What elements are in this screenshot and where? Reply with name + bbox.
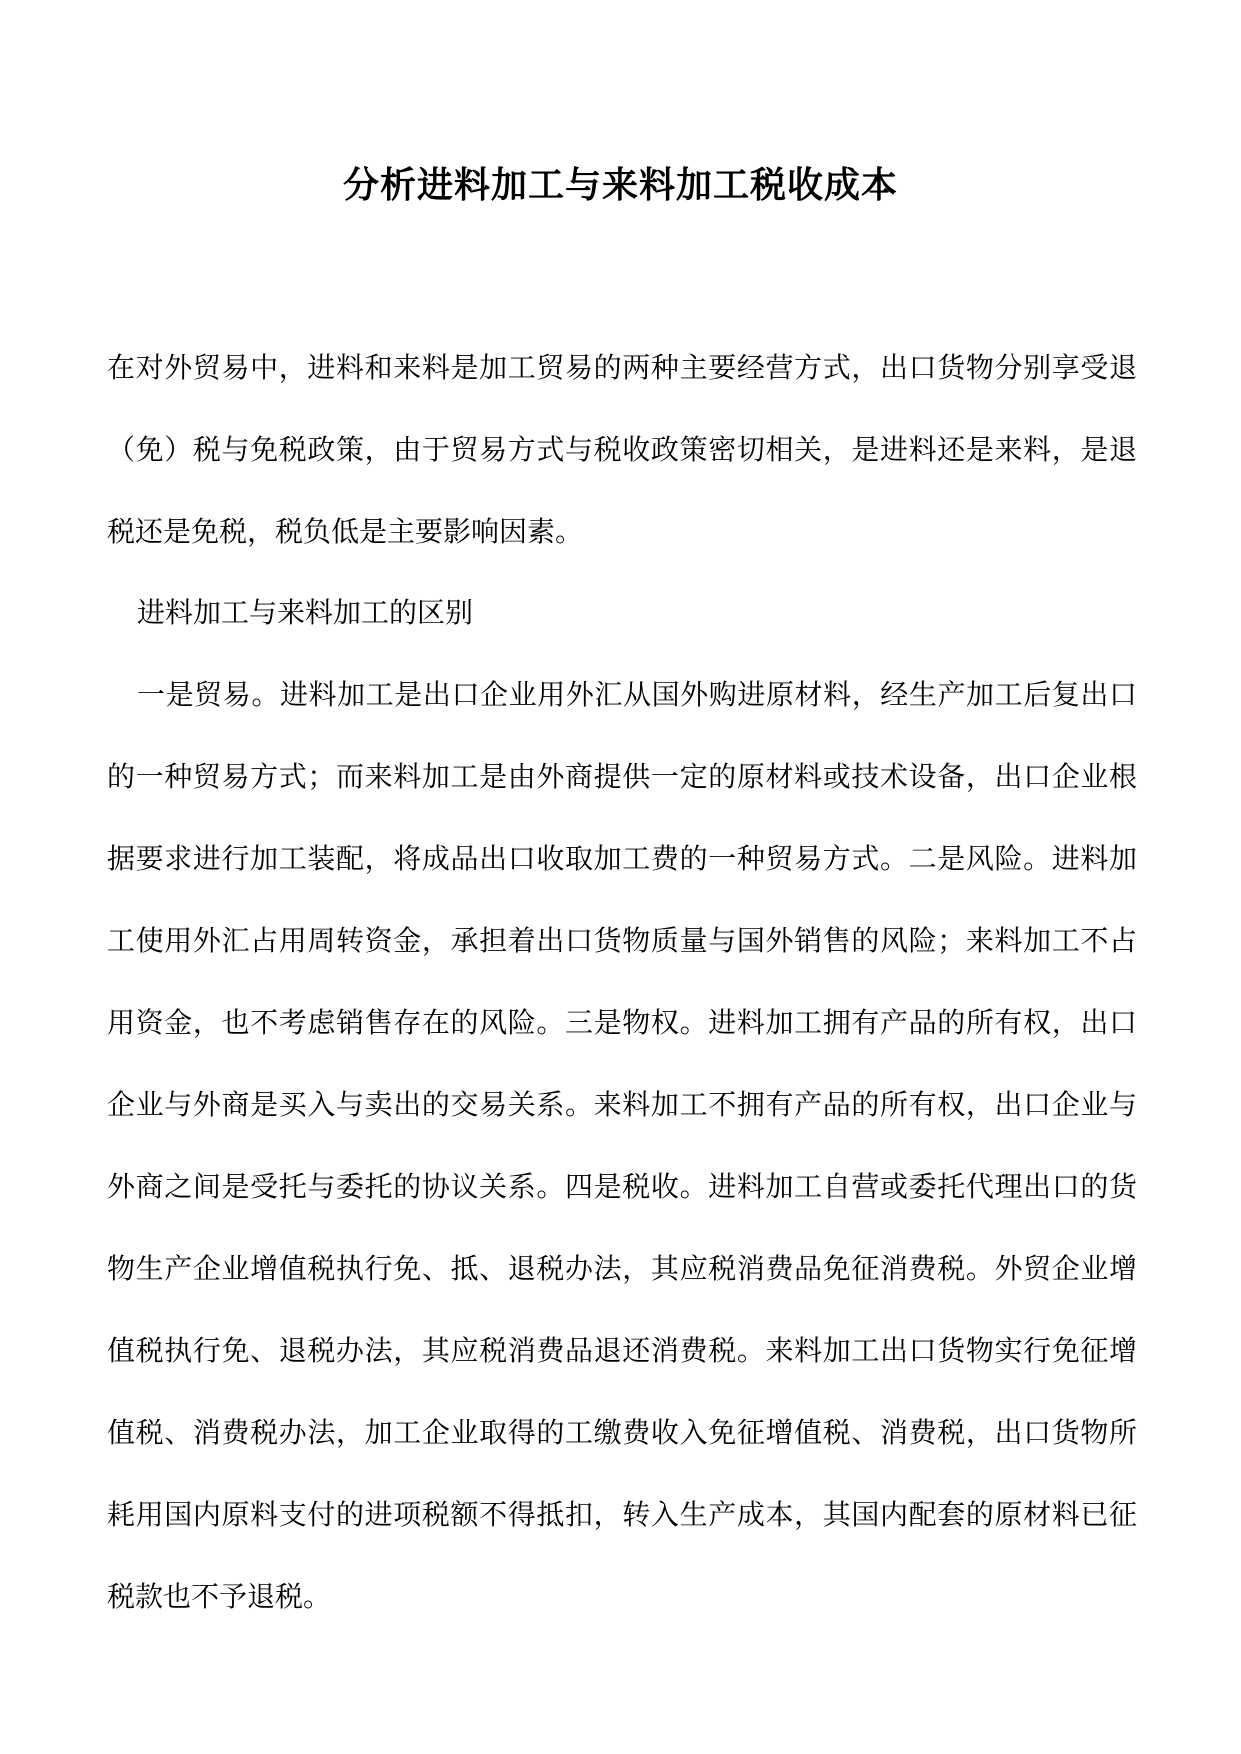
section-heading: 进料加工与来料加工的区别: [137, 596, 474, 629]
document-title: 分析进料加工与来料加工税收成本: [342, 164, 898, 206]
paragraph-intro: 在对外贸易中，进料和来料是加工贸易的两种主要经营方式，出口货物分别享受退（免）税与免税政策，由于贸易方式与税收政策密切相关，是进料还是来料，是退税还是免税，税负低是主要影响因素。: [107, 351, 1137, 548]
paragraph-differences: 一是贸易。进料加工是出口企业用外汇从国外购进原材料，经生产加工后复出口的一种贸易方式；而来料加工是由外商提供一定的原材料或技术设备，出口企业根据要求进行加工装配，将成品出口收取加工费的一种贸易方式。二是风险。进料加工使用外汇占用周转资金，承担着出口货物质量与国外销售的风险；来料加工不占用资金，也不考虑销售存在的风险。三是物权。进料加工拥有产品的所有权，出口企业与外商是买入与卖出的交易关系。来料加工不拥有产品的所有权，出口企业与外商之间是受托与委托的协议关系。四是税收。进料加工自营或委托代理出口的货物生产企业增值税执行免、抵、退税办法，其应税消费品免征消费税。外贸企业增值税执行免、退税办法，其应税消费品退还消费税。来料加工出口货物实行免征增值税、消费税办法，加工企业取得的工缴费收入免征增值税、消费税，出口货物所耗用国内原料支付的进项税额不得抵扣，转入生产成本，其国内配套的原材料已征税款也不予退税。: [107, 678, 1137, 1613]
